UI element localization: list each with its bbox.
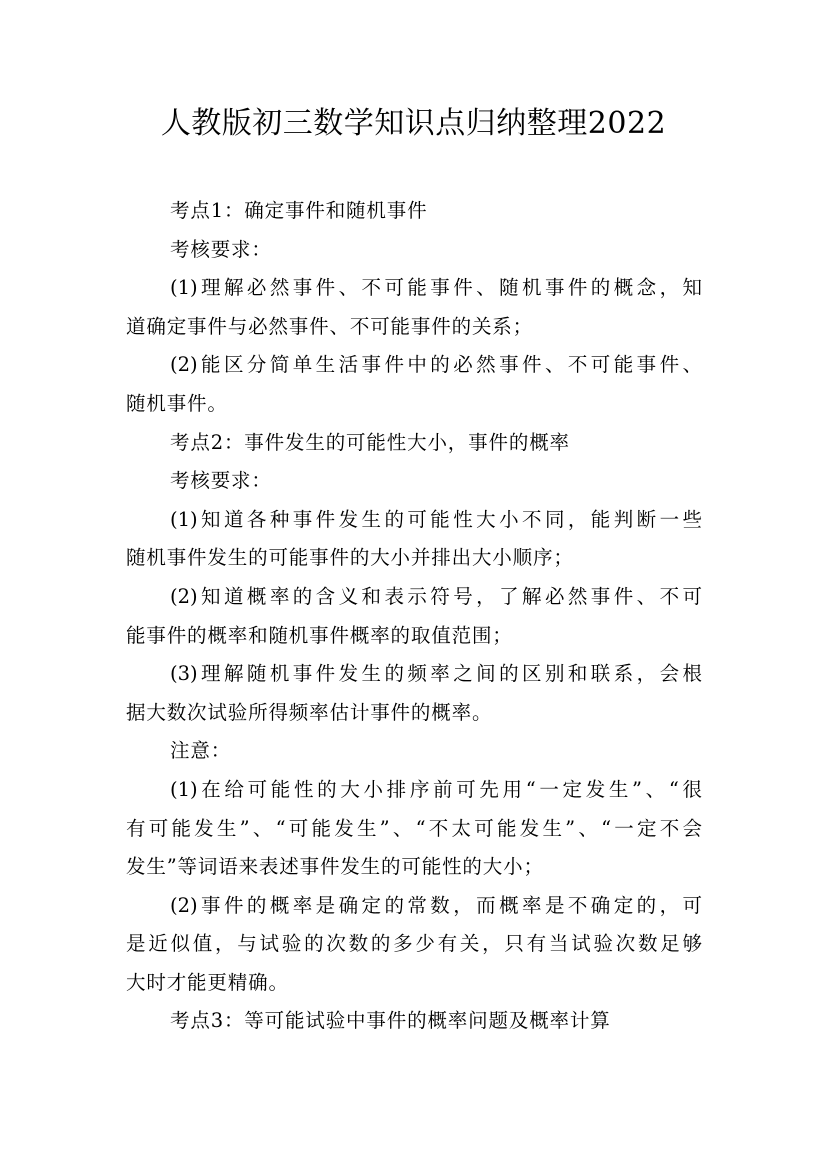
paragraph-line: 随机事件。: [126, 391, 228, 415]
document-title: 人教版初三数学知识点归纳整理2022: [160, 106, 667, 141]
paragraph-line: (2)知道概率的含义和表示符号，了解必然事件、不可: [170, 584, 702, 608]
section-heading-3: 考点3：等可能试验中事件的概率问题及概率计算: [170, 1009, 611, 1033]
document-body: [126, 192, 702, 1041]
paragraph-line: 是近似值，与试验的次数的多少有关，只有当试验次数足够: [126, 932, 702, 956]
paragraph-line: 据大数次试验所得频率估计事件的概率。: [126, 700, 493, 724]
paragraph-line: 能事件的概率和随机事件概率的取值范围；: [126, 623, 513, 647]
note-label: 注意：: [170, 739, 232, 763]
requirements-label: 考核要求：: [170, 237, 272, 261]
section-heading-2: 考点2：事件发生的可能性大小，事件的概率: [170, 430, 570, 454]
paragraph-line: (2)能区分简单生活事件中的必然事件、不可能事件、: [170, 353, 702, 377]
paragraph-line: 大时才能更精确。: [126, 970, 289, 994]
section-heading-1: 考点1：确定事件和随机事件: [170, 199, 428, 222]
paragraph-line: 随机事件发生的可能事件的大小并排出大小顺序；: [126, 546, 574, 570]
paragraph-line: (2)事件的概率是确定的常数，而概率是不确定的，可: [170, 893, 702, 917]
paragraph-line: (1)在给可能性的大小排序前可先用“一定发生”、“很: [170, 777, 702, 801]
paragraph-line: (1)理解必然事件、不可能事件、随机事件的概念，知: [170, 276, 702, 300]
requirements-label: 考核要求：: [170, 469, 272, 493]
paragraph-line: 道确定事件与必然事件、不可能事件的关系；: [126, 314, 534, 338]
paragraph-line: (3)理解随机事件发生的频率之间的区别和联系，会根: [170, 662, 702, 686]
paragraph-line: 有可能发生”、“可能发生”、“不太可能发生”、“一定不会: [126, 816, 702, 840]
paragraph-line: (1)知道各种事件发生的可能性大小不同，能判断一些: [170, 507, 702, 531]
paragraph-line: 发生”等词语来表述事件发生的可能性的大小；: [126, 855, 544, 879]
